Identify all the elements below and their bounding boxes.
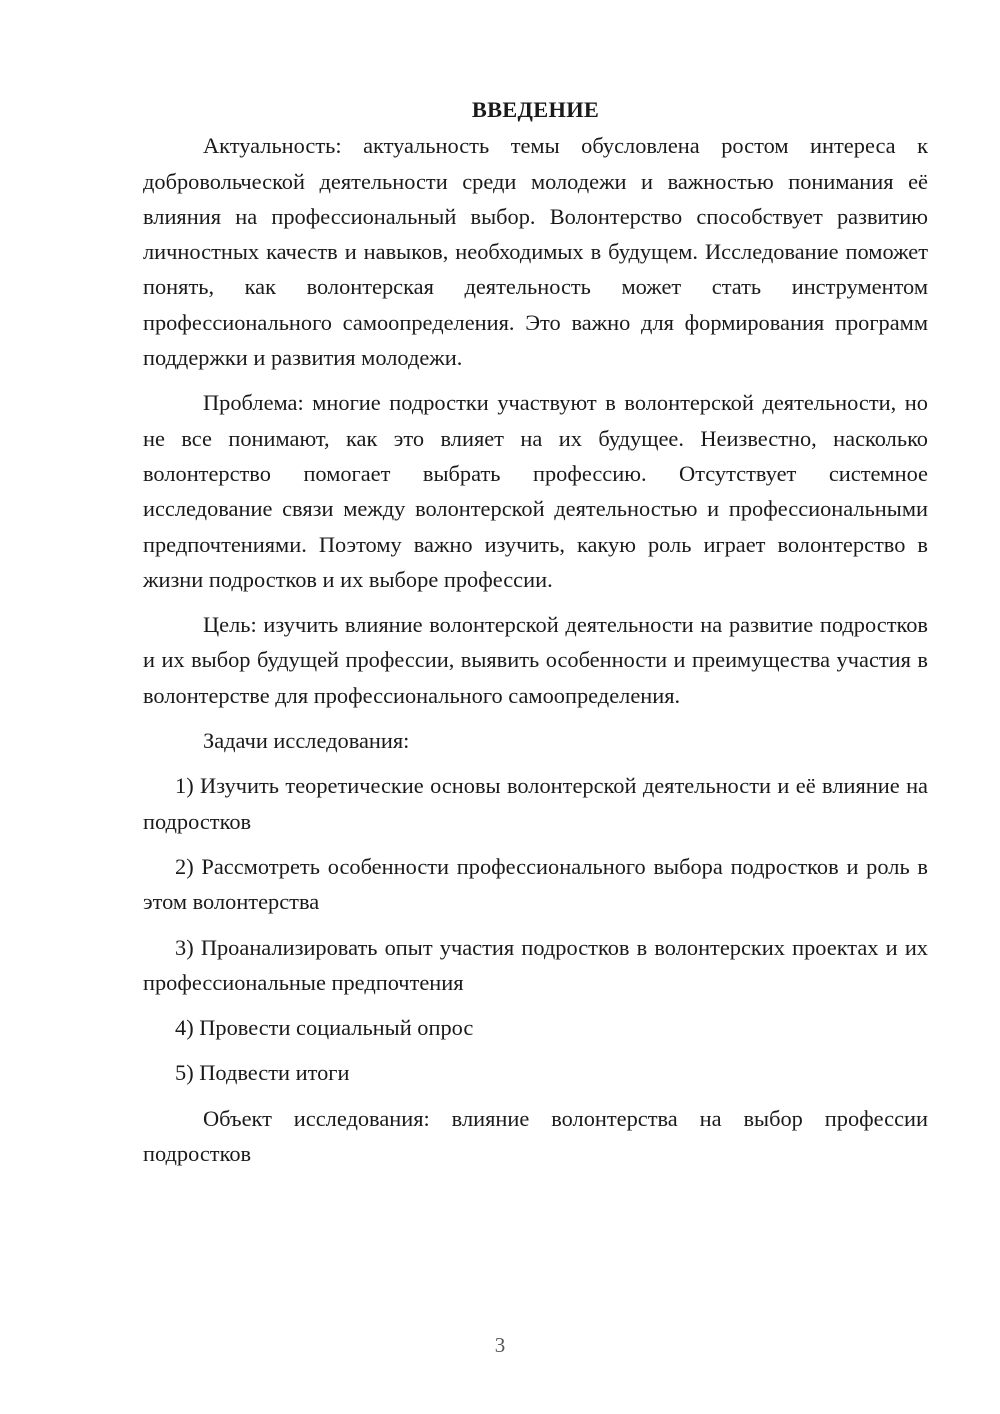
task-item: 1) Изучить теоретические основы волонтерской деятельности и её влияние на подростков — [143, 773, 928, 834]
tasks-title: Задачи исследования: — [203, 728, 410, 754]
section-heading: ВВЕДЕНИЕ — [471, 97, 600, 122]
task-item: 3) Проанализировать опыт участия подростков в волонтерских проектах и их профессиональные предпочтения — [143, 934, 928, 995]
paragraph-relevance: Актуальность: актуальность темы обусловлена ростом интереса к добровольческой деятельности среди молодежи и важностью понимания её влияния на профессиональный выбор. Волонтерство способствует развитию личностных качеств и навыков, необходимых в будущем. Исследование поможет понять, как волонтерская деятельность может стать инструментом профессионального самоопределения. Это важно для формирования программ поддержки и развития молодежи. — [143, 133, 928, 371]
paragraph-object: Объект исследования: влияние волонтерства на выбор профессии подростков — [143, 1105, 928, 1167]
task-item: 5) Подвести итоги — [175, 1060, 350, 1086]
page-number: 3 — [494, 1333, 506, 1357]
task-item: 4) Провести социальный опрос — [175, 1015, 474, 1041]
document-page — [143, 92, 928, 1181]
task-item: 2) Рассмотреть особенности профессионального выбора подростков и роль в этом волонтерства — [143, 853, 928, 915]
paragraph-goal: Цель: изучить влияние волонтерской деятельности на развитие подростков и их выбор будущей профессии, выявить особенности и преимущества участия в волонтерстве для профессионального самоопределения. — [143, 612, 928, 708]
paragraph-problem: Проблема: многие подростки участвуют в волонтерской деятельности, но не все понимают, как это влияет на их будущее. Неизвестно, насколько волонтерство помогает выбрать профессию. Отсутствует системное исследование связи между волонтерской деятельностью и профессиональными предпочтениями. Поэтому важно изучить, какую роль играет волонтерство в жизни подростков и их выборе профессии. — [143, 390, 928, 592]
